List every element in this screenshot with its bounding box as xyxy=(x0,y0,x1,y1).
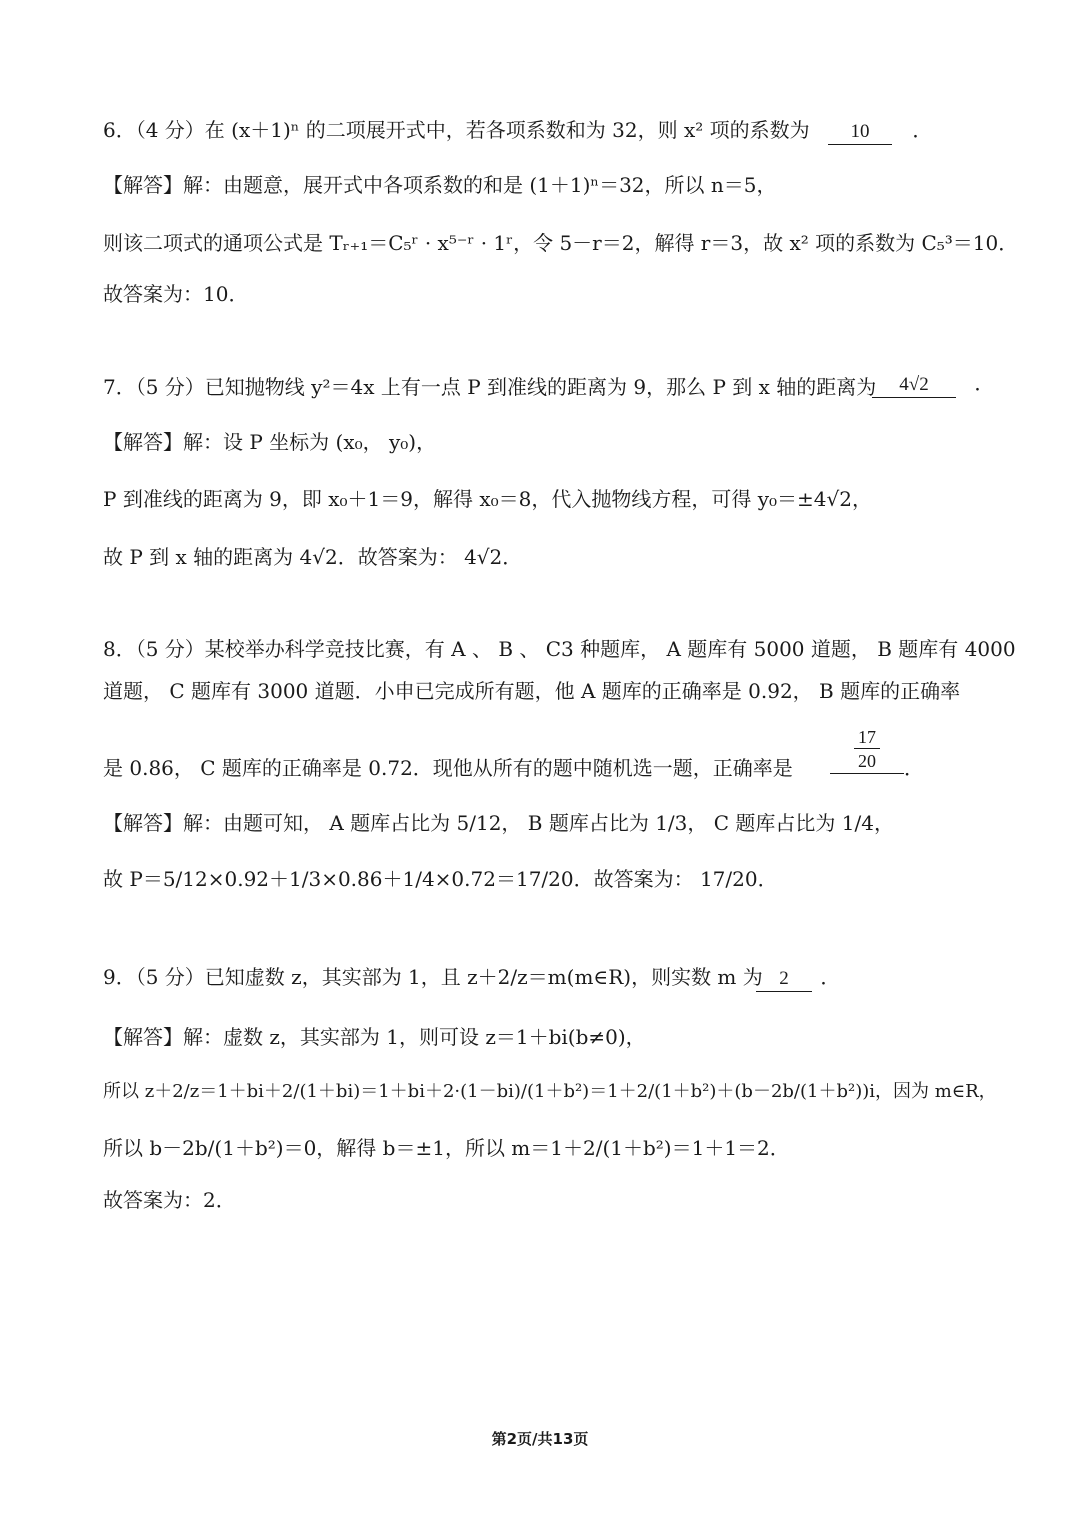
q8-answer-numerator: 17 xyxy=(854,726,880,749)
q7-answer-blank: 4√2 ． xyxy=(872,368,994,398)
q8-answer-denominator: 20 xyxy=(858,751,876,771)
q7-stem: 7．（5 分）已知抛物线 y²＝4x 上有一点 P 到准线的距离为 9，那么 P 到 x 轴的距离为 xyxy=(103,375,877,399)
q7-answer: 4√2 xyxy=(872,373,956,398)
q9-stem: 9．（5 分）已知虚数 z，其实部为 1，且 z＋2/z＝m(m∈R)，则实数 m 为 xyxy=(103,965,763,989)
q7-solution-1: 【解答】解：设 P 坐标为 (x₀， y₀)， xyxy=(103,430,437,454)
q7-solution-3: 故 P 到 x 轴的距离为 4√2．故答案为： 4√2． xyxy=(103,545,523,569)
q6-answer-blank: 10 ． xyxy=(828,115,932,145)
q8-period: ． xyxy=(904,756,924,780)
q7-solution-2: P 到准线的距离为 9，即 x₀＋1＝9，解得 x₀＝8，代入抛物线方程，可得 y₀＝±4√2， xyxy=(103,487,873,511)
q9-solution-4: 故答案为：2． xyxy=(103,1188,236,1212)
q8-stem-3: 是 0.86， C 题库的正确率是 0.72．现他从所有的题中随机选一题，正确率是 xyxy=(103,756,793,780)
q8-stem-2: 道题， C 题库有 3000 道题．小申已完成所有题，他 A 题库的正确率是 0.92， B 题库的正确率 xyxy=(103,679,961,703)
q6-answer: 10 xyxy=(828,120,892,145)
q9-answer: 2 xyxy=(756,967,812,992)
q6-stem: 6．（4 分）在 (x＋1)ⁿ 的二项展开式中，若各项系数和为 32，则 x² 项的系数为 xyxy=(103,118,810,142)
q8-solution-1: 【解答】解：由题可知， A 题库占比为 5/12， B 题库占比为 1/3， C 题库占比为 1/4， xyxy=(103,811,894,835)
q6-solution-2: 则该二项式的通项公式是 Tᵣ₊₁＝C₅ʳ · x⁵⁻ʳ · 1ʳ，令 5－r＝2，解得 r＝3，故 x² 项的系数为 C₅³＝10． xyxy=(103,231,1019,255)
q6-solution-3: 故答案为：10． xyxy=(103,282,249,306)
q6-solution-1: 【解答】解：由题意，展开式中各项系数的和是 (1＋1)ⁿ＝32，所以 n＝5， xyxy=(103,173,777,197)
q8-answer-blank xyxy=(830,726,904,774)
q9-solution-2: 所以 z＋2/z＝1＋bi＋2/(1＋bi)＝1＋bi＋2·(1－bi)/(1＋b²)＝1＋2/(1＋b²)＋(b－2b/(1＋b²))i，因为 m∈R， xyxy=(103,1081,997,1102)
q8-solution-2: 故 P＝5/12×0.92＋1/3×0.86＋1/4×0.72＝17/20．故答案为： 17/20． xyxy=(103,867,778,891)
q9-solution-1: 【解答】解：虚数 z，其实部为 1，则可设 z＝1＋bi(b≠0)， xyxy=(103,1025,646,1049)
q9-answer-blank: 2 ． xyxy=(756,962,840,992)
q8-stem-1: 8．（5 分）某校举办科学竞技比赛，有 A 、 B 、 C3 种题库， A 题库有 5000 道题， B 题库有 4000 xyxy=(103,637,1016,661)
q9-solution-3: 所以 b－2b/(1＋b²)＝0，解得 b＝±1，所以 m＝1＋2/(1＋b²)＝1＋1＝2． xyxy=(103,1136,790,1160)
page-number: 第2页/共13页 xyxy=(491,1430,589,1448)
